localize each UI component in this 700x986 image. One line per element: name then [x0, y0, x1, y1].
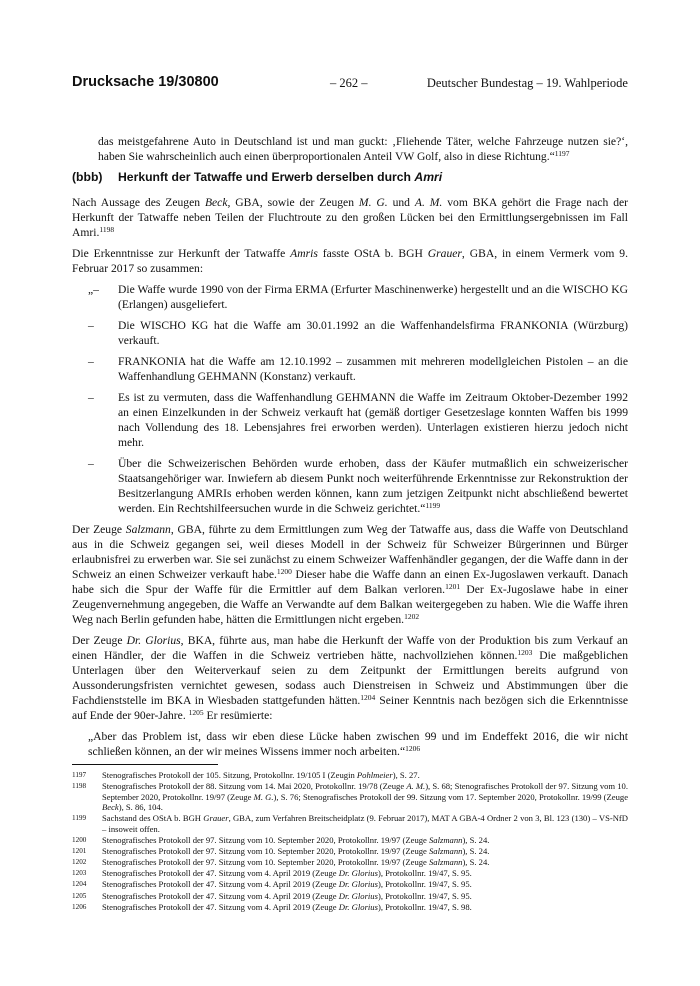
footnote-ref[interactable]: 1200 [276, 567, 292, 576]
list-item: – Die WISCHO KG hat die Waffe am 30.01.1992 an die Waffenhandelsfirma FRANKONIA (Würzburg) verkauft. [88, 319, 628, 347]
footnote-number: 1200 [72, 836, 87, 845]
footnote: 1199 Sachstand des OStA b. BGH Grauer, GBA, zum Verfahren Breitscheidplatz (9. Februar 2017), MAT A GBA-4 Ordner 2 von 3, Bl. 123 (130) – VS-NfD – insoweit offen. [72, 813, 628, 834]
list-dash: – [88, 319, 94, 332]
paragraph: Die Erkenntnisse zur Herkunft der Tatwaffe Amris fasste OStA b. BGH Grauer, GBA, in einem Vermerk vom 9. Februar 2017 so zusammen: [72, 247, 628, 275]
list-item: – Über die Schweizerischen Behörden wurde erhoben, dass der Käufer mutmaßlich ein schweizerischer Staatsangehöriger war. Inwiefern ab diesem Punkt noch weiterführende Erkenntnisse zur Rekonstruktion der Besitzerlangung AMRIs erhoben werden können, kann zum jetzigen Zeitpunkt nicht abschließend bewertet werden. Ein Rechtshilfeersuchen wurde in die Schweiz gerichtet.“$^{1199}$ [88, 457, 628, 515]
header-parliament: Deutscher Bundestag – 19. Wahlperiode [426, 76, 628, 90]
list-item: „– Die Waffe wurde 1990 von der Firma ERMA (Erfurter Maschinenwerke) hergestellt und an die WISCHO KG (Erlangen) ausgeliefert. [88, 283, 628, 311]
paragraph: Der Zeuge Dr. Glorius, BKA, führte aus, man habe die Herkunft der Waffe von der Produktion bis zum Verkauf an einen Händler, der die Waffen in die Schweiz vertrieben hätte, nachvollziehen können.$^{1203}$ Die maßgeblichen Unterlagen über den Weiterverkauf seien zu dem Zeitpunkt der Ermittlungen bereits aufgrund von Aussonderungsfristen vernichtet gewesen, sodass auch Dienstreisen in Schweiz und Abstimmungen über die Fachdienststelle im BKA in Wiesbaden stattgefunden hätten.$^{1204}$ Seiner Kenntnis nach bezögen sich die Erkenntnisse auf Ende der 90er-Jahre. $^{1205}$ Er resümierte: [72, 634, 628, 722]
footnote-number: 1201 [72, 847, 87, 856]
footnote-number: 1204 [72, 880, 87, 889]
document-number: Drucksache 19/30800 [72, 74, 219, 90]
footnote-number: 1197 [72, 771, 87, 779]
list-dash: – [88, 457, 94, 470]
section-title: Herkunft der Tatwaffe und Erwerb derselben durch [118, 170, 415, 184]
footnote: 1202 Stenografisches Protokoll der 97. Sitzung vom 10. September 2020, Protokollnr. 19/97 (Zeuge Salzmann), S. 24. [72, 857, 490, 868]
footnote: 1197 Stenografisches Protokoll der 105. Sitzung, Protokollnr. 19/105 I (Zeugin Pohlmeier), S. 27. [72, 770, 420, 780]
footnote: 1205 Stenografisches Protokoll der 47. Sitzung vom 4. April 2019 (Zeuge Dr. Glorius), Protokollnr. 19/47, S. 95. [72, 890, 472, 901]
page-number: – 262 – [330, 76, 368, 90]
list-dash: „– [88, 283, 99, 296]
list-item: – FRANKONIA hat die Waffe am 12.10.1992 – zusammen mit mehreren modellgleichen Pistolen – an die Waffenhandlung GEHMANN (Konstanz) verkauft. [88, 355, 628, 383]
footnote-ref[interactable]: 1206 [405, 744, 421, 753]
footnote: 1203 Stenografisches Protokoll der 47. Sitzung vom 4. April 2019 (Zeuge Dr. Glorius), Protokollnr. 19/47, S. 95. [72, 868, 472, 879]
footnote: 1200 Stenografisches Protokoll der 97. Sitzung vom 10. September 2020, Protokollnr. 19/97 (Zeuge Salzmann), S. 24. [72, 835, 490, 846]
footnote-ref[interactable]: 1205 [188, 708, 204, 717]
quoted-list [72, 282, 628, 516]
footnote-ref[interactable]: 1202 [404, 612, 420, 621]
footnotes [72, 770, 628, 913]
list-dash: – [88, 391, 94, 404]
block-quote: „Aber das Problem ist, dass wir eben diese Lücke haben zwischen 99 und im Endeffekt 2016, die wir nicht schließen können, an der wir meines Wissens immer noch arbeiten.“$^{1206}$ [88, 730, 628, 758]
section-heading [72, 170, 628, 185]
footnote-ref[interactable]: 1203 [517, 648, 533, 657]
quote-continuation: das meistgefahrene Auto in Deutschland ist und man guckt: ‚Fliehende Täter, welche Fahrzeuge nutzen sie?‘, haben Sie wahrscheinlich auch einen überproportionalen Anteil VW Golf, also in diese Richtung.“$^{1197}$ [98, 135, 628, 163]
footnote: 1206 Stenografisches Protokoll der 47. Sitzung vom 4. April 2019 (Zeuge Dr. Glorius), Protokollnr. 19/47, S. 98. [72, 901, 472, 912]
footnote-ref[interactable]: 1204 [360, 693, 376, 702]
footnote: 1201 Stenografisches Protokoll der 97. Sitzung vom 10. September 2020, Protokollnr. 19/97 (Zeuge Salzmann), S. 24. [72, 846, 490, 857]
paragraph: Der Zeuge Salzmann, GBA, führte zu dem Ermittlungen zum Weg der Tatwaffe aus, dass die Waffe von Deutschland aus in die Schweiz gegangen sei, weil dieses Modell in der Schweiz für Schweizer Bürgerinnen und Bürger erlaubnisfrei zu erwerben war. Sie sei zunächst zu einem Schweizer Waffenhändler gegangen, der die Waffe dann in der Schweiz an einen Schweizer verkauft habe.$^{1200}$ Dieser habe die Waffe dann an einen Ex-Jugoslawen verkauft. Danach habe sich die Spur der Waffe für die Ermittler auf dem Balkan verloren.$^{1201}$ Der Ex-Jugoslawe habe in einer Zeugenvernehmung angegeben, die Waffe an Verwandte auf dem Balkan weitergegeben zu haben. Wie die Waffe ihren Weg nach Berlin gefunden habe, hätten die Ermittlungen nicht ergeben.$^{1202}$ [72, 523, 628, 626]
footnote-number: 1199 [72, 814, 87, 823]
section-title-name: Amri [414, 170, 443, 184]
footnote-ref[interactable]: 1201 [445, 582, 461, 591]
list-item: – Es ist zu vermuten, dass die Waffenhandlung GEHMANN die Waffe im Zeitraum Oktober-Dezember 1992 an einen Einzelkunden in der Schweiz verkauft hat (gemäß dortiger Gesetzeslage konnten Waffen bis 1999 nach Vollendung des 18. Lebensjahres frei erworben werden). Unterlagen existieren hierzu jedoch nicht mehr. [88, 391, 628, 449]
footnote-number: 1198 [72, 782, 87, 791]
section-label: (bbb) [72, 170, 103, 184]
footnote-ref[interactable]: 1198 [99, 225, 115, 234]
list-dash: – [88, 355, 94, 368]
footnote-number: 1202 [72, 858, 87, 867]
footnote-separator [72, 764, 218, 765]
footnote-number: 1206 [72, 902, 87, 911]
paragraph: Nach Aussage des Zeugen Beck, GBA, sowie der Zeugen M. G. und A. M. vom BKA gehört die Frage nach der Herkunft der Tatwaffe neben Teilen der Fluchtroute zu den großen Lücken bei den Ermittlungsergebnissen im Fall Amri.$^{1198}$ [72, 196, 629, 239]
footnote: 1204 Stenografisches Protokoll der 47. Sitzung vom 4. April 2019 (Zeuge Dr. Glorius), Protokollnr. 19/47, S. 95. [72, 879, 472, 890]
footnote-ref[interactable]: 1197 [554, 149, 570, 158]
footnote-number: 1205 [72, 891, 87, 900]
footnote-number: 1203 [72, 869, 87, 878]
page-body [72, 134, 628, 765]
footnote: 1198 Stenografisches Protokoll der 88. Sitzung vom 14. Mai 2020, Protokollnr. 19/78 (Zeuge A. M.), S. 68; Stenografisches Protokoll der 97. Sitzung vom 10. September 2020, Protokollnr. 19/97 (Zeuge M. G.), S. 76; Stenografisches Protokoll der 99. Sitzung vom 17. September 2020, Protokollnr. 19/99 (Zeuge Beck), S. 86, 104. [72, 781, 629, 813]
footnote-ref[interactable]: 1199 [425, 501, 441, 510]
page-header [72, 76, 628, 96]
